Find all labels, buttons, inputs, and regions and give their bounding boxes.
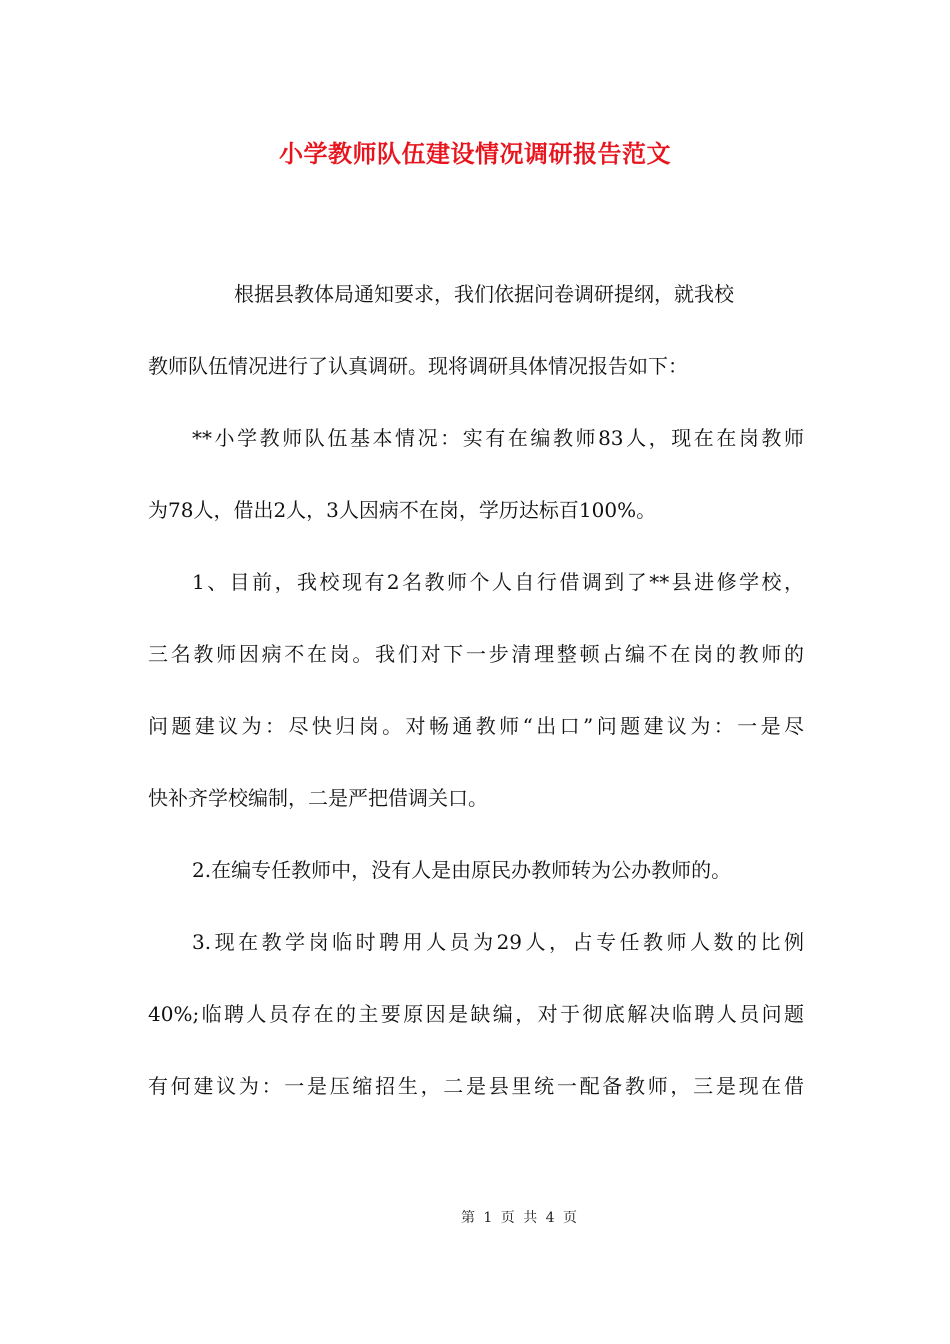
paragraph-3-line-3: 问题建议为：尽快归岗。对畅通教师“出口”问题建议为：一是尽	[148, 714, 804, 738]
paragraph-3-line-1: 1、目前，我校现有2名教师个人自行借调到了**县进修学校，	[192, 570, 804, 594]
paragraph-4-line-1: 2.在编专任教师中，没有人是由原民办教师转为公办教师的。	[192, 858, 732, 882]
document-title: 小学教师队伍建设情况调研报告范文	[279, 139, 671, 168]
paragraph-5-line-1: 3.现在教学岗临时聘用人员为29人，占专任教师人数的比例	[192, 930, 804, 954]
page-number-footer: 第 1 页 共 4 页	[460, 1210, 578, 1226]
paragraph-1-line-2: 教师队伍情况进行了认真调研。现将调研具体情况报告如下：	[148, 354, 688, 378]
document-body	[148, 276, 804, 1140]
paragraph-5-line-2: 40%;临聘人员存在的主要原因是缺编，对于彻底解决临聘人员问题	[148, 1002, 804, 1026]
paragraph-5-line-3: 有何建议为：一是压缩招生，二是县里统一配备教师，三是现在借	[148, 1074, 804, 1098]
paragraph-3-line-2: 三名教师因病不在岗。我们对下一步清理整顿占编不在岗的教师的	[148, 642, 804, 666]
paragraph-1-line-1: 根据县教体局通知要求，我们依据问卷调研提纲，就我校	[234, 282, 734, 306]
paragraph-3-line-4: 快补齐学校编制，二是严把借调关口。	[148, 786, 488, 810]
paragraph-2-line-1: **小学教师队伍基本情况：实有在编教师83人，现在在岗教师	[192, 426, 804, 450]
paragraph-2-line-2: 为78人，借出2人，3人因病不在岗，学历达标百100%。	[148, 498, 657, 522]
